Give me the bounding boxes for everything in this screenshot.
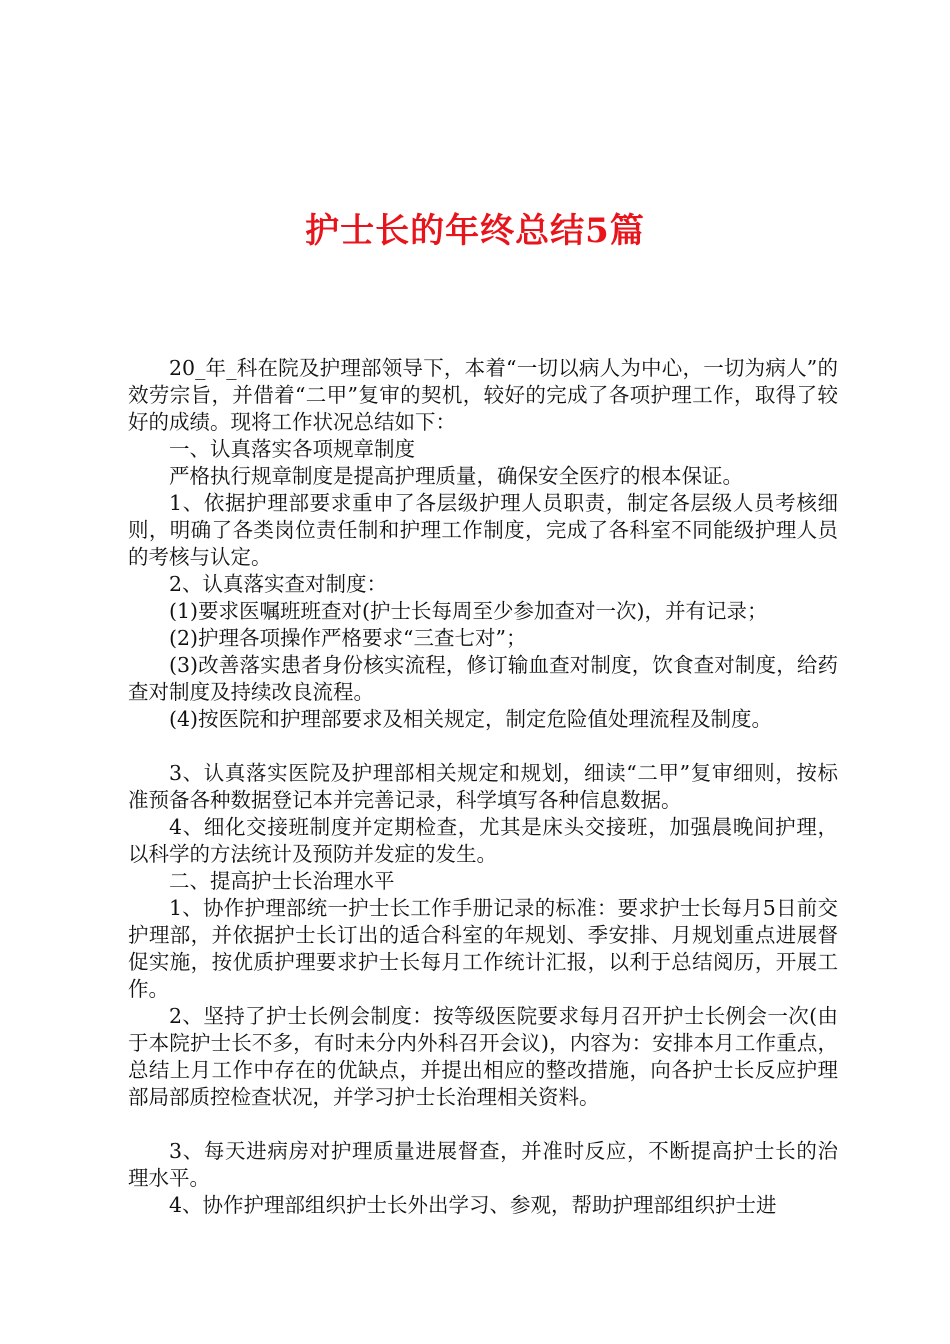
paragraph: 3、认真落实医院及护理部相关规定和规划，细读“二甲”复审细则，按标准预备各种数据登记本并完善记录，科学填写各种信息数据。 — [128, 761, 838, 812]
document-body — [128, 355, 838, 1219]
paragraph: 1、协作护理部统一护士长工作手册记录的标准：要求护士长每月5日前交护理部，并依据护士长订出的适合科室的年规划、季安排、月规划重点进展督促实施，按优质护理要求护士长每月工作统计汇报，以利于总结阅历，开展工作。 — [128, 896, 838, 1001]
paragraph: 3、每天进病房对护理质量进展督查，并准时反应，不断提高护士长的治理水平。 — [128, 1139, 838, 1190]
paragraph-intro: 20_年_科在院及护理部领导下，本着“一切以病人为中心，一切为病人”的效劳宗旨，并借着“二甲”复审的契机，较好的完成了各项护理工作，取得了较好的成绩。现将工作状况总结如下： — [128, 356, 838, 434]
paragraph: 严格执行规章制度是提高护理质量，确保安全医疗的根本保证。 — [169, 464, 743, 488]
blank-line — [128, 1111, 838, 1138]
section-heading-1: 一、认真落实各项规章制度 — [169, 437, 415, 461]
paragraph: 4、细化交接班制度并定期检查，尤其是床头交接班，加强晨晚间护理，以科学的方法统计及预防并发症的发生。 — [128, 815, 838, 866]
paragraph: 1、依据护理部要求重申了各层级护理人员职责，制定各层级人员考核细则，明确了各类岗位责任制和护理工作制度，完成了各科室不同能级护理人员的考核与认定。 — [128, 491, 838, 569]
paragraph: 4、协作护理部组织护士长外出学习、参观，帮助护理部组织护士进 — [169, 1193, 777, 1217]
paragraph: (4)按医院和护理部要求及相关规定，制定危险值处理流程及制度。 — [169, 707, 773, 731]
paragraph: (1)要求医嘱班班查对(护士长每周至少参加查对一次)，并有记录； — [169, 599, 768, 623]
section-heading-2: 二、提高护士长治理水平 — [169, 869, 395, 893]
paragraph: (3)改善落实患者身份核实流程，修订输血查对制度，饮食查对制度，给药查对制度及持续改良流程。 — [128, 653, 838, 704]
blank-line — [128, 733, 838, 760]
paragraph: (2)护理各项操作严格要求“三查七对”； — [169, 626, 527, 650]
paragraph: 2、坚持了护士长例会制度：按等级医院要求每月召开护士长例会一次(由于本院护士长不多，有时未分内外科召开会议)，内容为：安排本月工作重点，总结上月工作中存在的优缺点，并提出相应的整改措施，向各护士长反应护理部局部质控检查状况，并学习护士长治理相关资料。 — [128, 1004, 838, 1109]
paragraph: 2、认真落实查对制度： — [169, 572, 388, 596]
document-title: 护士长的年终总结5篇 — [305, 211, 645, 251]
